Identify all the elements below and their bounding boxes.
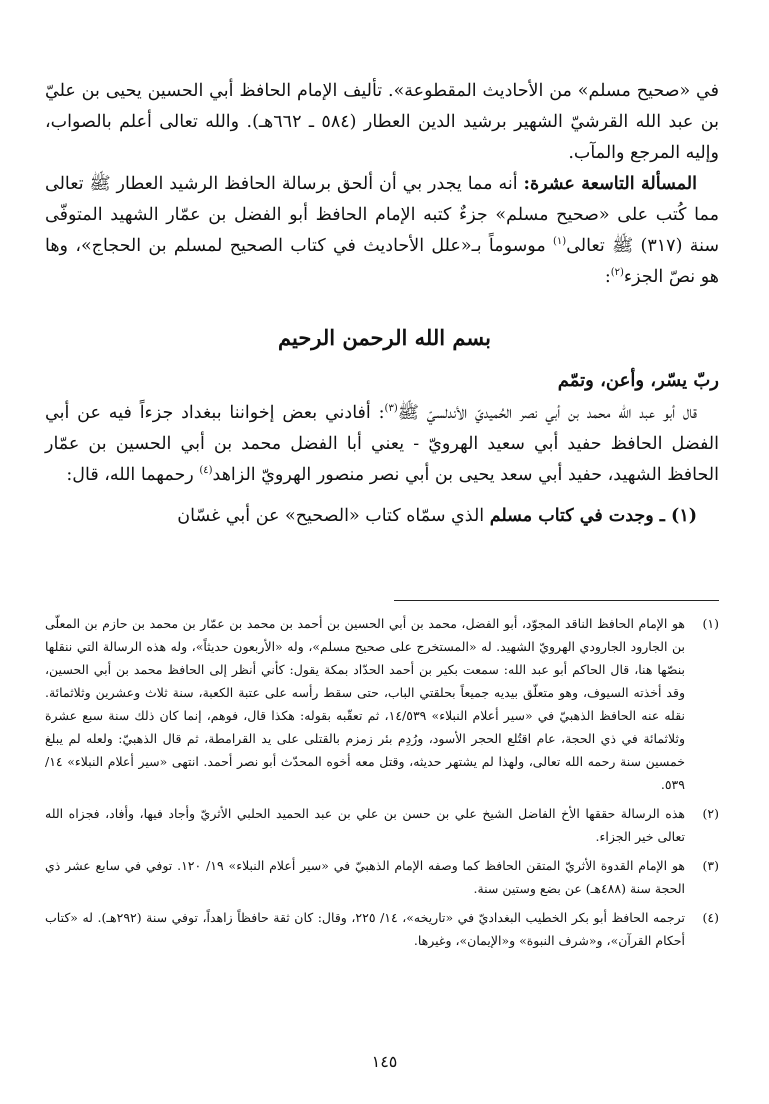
- footnote-number: (١): [702, 616, 719, 631]
- footnote-text: ترجمه الحافظ أبو بكر الخطيب البغداديّ في «تاريخه»، ١٤/ ٢٢٥، وقال: كان ثقة حافظاً زاهداً، توفي سنة (٢٩٢هـ). له «كتاب أحكام القرآن»، و«شرف النبوة» و«الإيمان»، وغيرها.: [45, 910, 685, 948]
- footnote-ref-2[interactable]: (٢): [610, 267, 624, 279]
- footnote-number: (٢): [702, 806, 719, 821]
- footnote-ref-1[interactable]: (١): [553, 236, 567, 248]
- footnote-text: هو الإمام القدوة الأثريّ المتقن الحافظ كما وصفه الإمام الذهبيّ في «سير أعلام النبلاء» ١٩/ ١٢٠. توفي في سابع عشر ذي الحجة سنة (٤٨٨هـ) عن بضع وستين سنة.: [45, 858, 685, 896]
- invocation-line: ربّ يسّر، وأعن، وتمّم: [557, 370, 719, 391]
- hadith-heading: (١) ـ وجدت في كتاب مسلم: [489, 506, 697, 526]
- paragraph-3: [45, 398, 719, 491]
- paragraph-2-text-c: :: [604, 267, 611, 287]
- paragraph-4-text: الذي سمّاه كتاب «الصحيح» عن أبي غسّان: [177, 506, 490, 526]
- footnote-ref-4[interactable]: (٤): [199, 465, 213, 477]
- footnote-text: هو الإمام الحافظ الناقد المجوّد، أبو الفضل، محمد بن أبي الحسين بن أحمد بن محمد بن عمّار بن محمد بن حازم بن المعلّى بن الجارود الجارودي الهرويّ الشهيد. له «المستخرج على صحيح مسلم»، وله «الأربعون حديثاً»، وله هذه الرسالة التي ننقلها بنصّها هنا، قال الحاكم أبو عبد الله: سمعت بكير بن أحمد الحدّاد بمكة يقول: كأني أنظر إلى الحافظ محمد بن أبي الحسين، وقد أخذته السيوف، وهو متعلّق بيديه جميعاً بحلقتي الباب، حتى سقط رأسه على عتبة الكعبة، سنة ثلاث وعشرين وثلاثمائة. نقله عنه الحافظ الذهبيّ في «سير أعلام النبلاء» ١٤/٥٣٩، ثم تعقّبه بقوله: هكذا قال، فوهم، إنما كان ذلك سنة سبع عشرة وثلاثمائة في ذي الحجة، عام اقتُلع الحجر الأسود، ورُدِم بئر زمزم بالقتلى على يد القرامطة، ثم قال الذهبيّ: ولعله لم يبلغ خمسين سنة رحمه الله تعالى، ولهذا لم يشتهر حديثه، وقتل معه أخوه المحدّث أبو نصر أحمد. انتهى «سير أعلام النبلاء» ١٤/ ٥٣٩.: [45, 616, 685, 792]
- footnote-text: هذه الرسالة حققها الأخ الفاضل الشيخ علي بن حسن بن علي بن عبد الحميد الحلبي الأثريّ وأجاد فيها، وأفاد، فجزاه الله تعالى خير الجزاء.: [45, 806, 685, 844]
- footnote-number: (٣): [702, 858, 719, 873]
- issue-heading: المسألة التاسعة عشرة:: [523, 174, 697, 194]
- footnote: [45, 802, 719, 848]
- footnote-number: (٤): [702, 910, 719, 925]
- paragraph-3-text-c: رحمهما الله، قال:: [66, 465, 200, 485]
- footnote: [45, 854, 719, 900]
- page-number: ١٤٥: [371, 1052, 398, 1071]
- paragraph-3-text-a: قال أبو عبد الله محمد بن أبي نصر الحُميديّ الأندلسيّ ﷺ: [397, 403, 697, 423]
- paragraph-2-text-b: موسوماً بـ«علل الأحاديث في كتاب الصحيح لمسلم بن الحجاج»، وها هو نصّ الجزء: [45, 236, 719, 287]
- basmala-heading: بسم الله الرحمن الرحيم: [278, 325, 491, 350]
- main-text-2: [45, 365, 719, 532]
- paragraph-2-text-a: أنه مما يجدر بي أن ألحق برسالة الحافظ الرشيد العطار ﷺ تعالى مما كُتب على «صحيح مسلم» جزءٌ كتبه الإمام الحافظ أبو الفضل بن عمّار الشهيد المتوفّى سنة (٣١٧) ﷺ تعالى: [45, 174, 720, 256]
- paragraph-1: في «صحيح مسلم» من الأحاديث المقطوعة». تأليف الإمام الحافظ أبي الحسين يحيى بن عليّ بن عبد الله القرشيّ الشهير برشيد الدين العطار (٥٨٤ ـ ٦٦٢هـ). والله تعالى أعلم بالصواب، وإليه المرجع والمآب.: [45, 81, 719, 163]
- main-text: [45, 76, 719, 293]
- footnote: [45, 612, 719, 796]
- footnote-ref-3[interactable]: (٣): [384, 403, 398, 415]
- paragraph-2: [45, 169, 719, 293]
- footnote: [45, 906, 719, 952]
- footnotes: [45, 612, 719, 958]
- paragraph-3-text-b: : أفادني بعض إخواننا ببغداد جزءاً فيه عن أبي الفضل الحافظ حفيد أبي سعيد الهرويّ - يعني أبا الفضل محمد بن أبي الحسين بن عمّار الحافظ الشهيد، حفيد أبي سعد يحيى بن أبي نصر منصور الهرويّ الزاهد: [45, 403, 719, 485]
- footnote-separator: [394, 600, 719, 601]
- paragraph-4: [45, 501, 719, 532]
